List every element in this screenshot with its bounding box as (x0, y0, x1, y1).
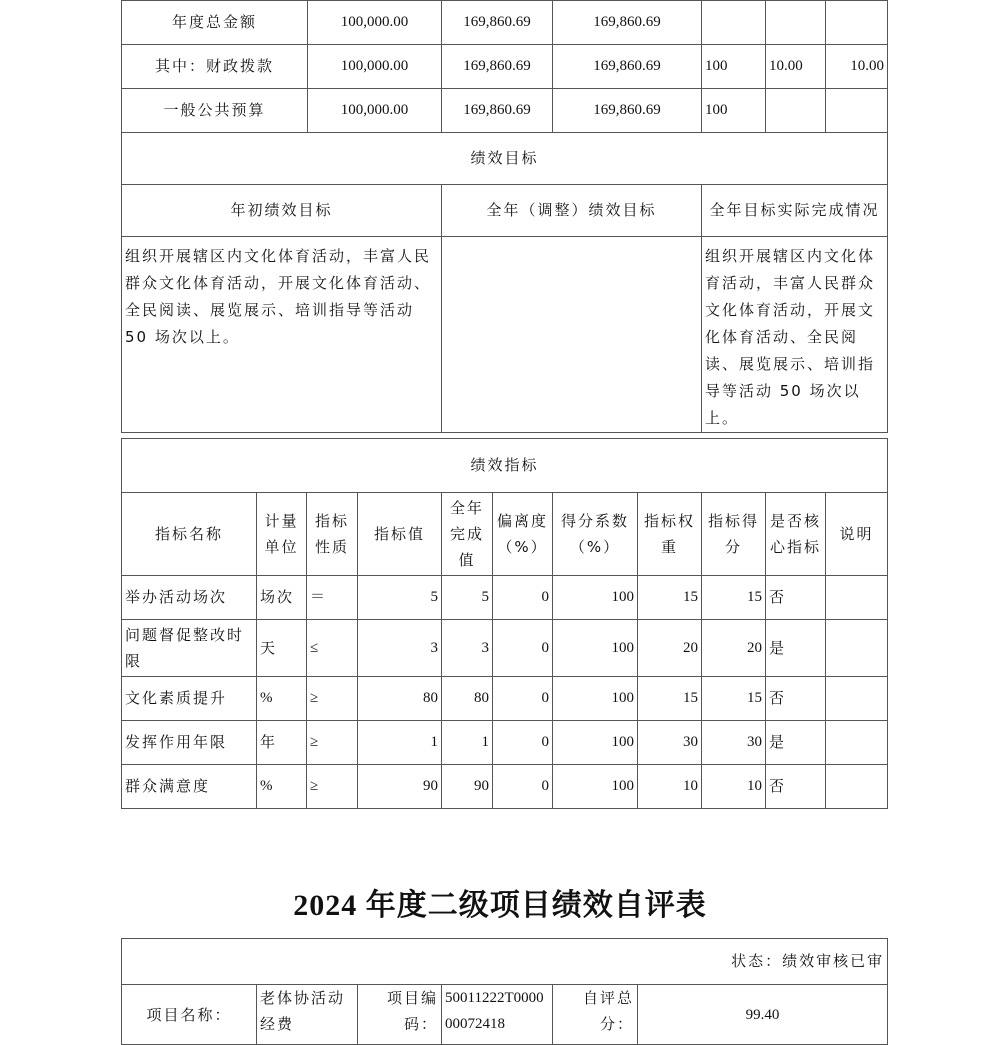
indicator-row (122, 620, 888, 677)
adjusted-value: 169,860.69 (442, 1, 553, 45)
header-coefficient: 得分系数（%） (553, 493, 638, 576)
indicator-weight: 20 (638, 620, 702, 677)
indicator-unit: % (257, 765, 307, 809)
goals-content-row (122, 237, 888, 433)
performance-table (121, 0, 888, 433)
indicator-coefficient: 100 (553, 576, 638, 620)
indicator-core: 否 (766, 576, 826, 620)
indicator-score: 10 (702, 765, 766, 809)
budget-value: 100,000.00 (308, 1, 442, 45)
indicator-deviation: 0 (493, 620, 553, 677)
indicator-row (122, 721, 888, 765)
adjusted-goal-text (442, 237, 702, 433)
header-note: 说明 (826, 493, 888, 576)
indicator-row (122, 765, 888, 809)
execution-rate: 100 (702, 89, 766, 133)
budget-value: 100,000.00 (308, 45, 442, 89)
self-evaluation-table (121, 938, 888, 1045)
goals-section-title: 绩效目标 (122, 133, 888, 185)
funding-weight (766, 1, 826, 45)
indicator-nature: ≥ (307, 677, 358, 721)
indicator-target: 80 (358, 677, 442, 721)
indicator-actual: 1 (442, 721, 493, 765)
adjusted-value: 169,860.69 (442, 89, 553, 133)
indicator-nature: ≤ (307, 620, 358, 677)
indicator-actual: 3 (442, 620, 493, 677)
actual-completion-header: 全年目标实际完成情况 (702, 185, 888, 237)
indicator-actual: 5 (442, 576, 493, 620)
adjusted-value: 169,860.69 (442, 45, 553, 89)
indicator-score: 15 (702, 677, 766, 721)
indicator-core: 是 (766, 721, 826, 765)
header-core: 是否核心指标 (766, 493, 826, 576)
indicator-name: 举办活动场次 (122, 576, 257, 620)
adjusted-goal-header: 全年（调整）绩效目标 (442, 185, 702, 237)
indicator-coefficient: 100 (553, 721, 638, 765)
status-row (122, 939, 888, 985)
indicator-target: 5 (358, 576, 442, 620)
indicator-coefficient: 100 (553, 765, 638, 809)
header-actual: 全年完成值 (442, 493, 493, 576)
header-indicator-name: 指标名称 (122, 493, 257, 576)
funding-score (826, 89, 888, 133)
indicator-note (826, 620, 888, 677)
header-nature: 指标性质 (307, 493, 358, 576)
indicator-deviation: 0 (493, 721, 553, 765)
indicator-note (826, 677, 888, 721)
funding-row-public-budget (122, 89, 888, 133)
funding-row-total (122, 1, 888, 45)
indicator-name: 文化素质提升 (122, 677, 257, 721)
indicators-table (121, 438, 888, 809)
indicator-deviation: 0 (493, 677, 553, 721)
form-title: 2024 年度二级项目绩效自评表 (293, 889, 707, 922)
indicator-core: 否 (766, 765, 826, 809)
indicator-weight: 30 (638, 721, 702, 765)
actual-completion-text: 组织开展辖区内文化体育活动，丰富人民群众文化体育活动，开展文化体育活动、全民阅读、展览展示、培训指导等活动 50 场次以上。 (702, 237, 888, 433)
project-name-label: 项目名称： (122, 985, 257, 1045)
indicator-unit: 场次 (257, 576, 307, 620)
indicator-score: 20 (702, 620, 766, 677)
indicator-deviation: 0 (493, 765, 553, 809)
indicator-target: 1 (358, 721, 442, 765)
executed-value: 169,860.69 (553, 89, 702, 133)
project-name: 老体协活动经费 (257, 985, 358, 1045)
header-unit: 计量单位 (257, 493, 307, 576)
indicator-deviation: 0 (493, 576, 553, 620)
execution-rate (702, 1, 766, 45)
indicator-coefficient: 100 (553, 620, 638, 677)
indicator-unit: % (257, 677, 307, 721)
indicator-score: 30 (702, 721, 766, 765)
project-code: 50011222T000000072418 (442, 985, 553, 1045)
indicators-section-row (122, 439, 888, 493)
budget-value: 100,000.00 (308, 89, 442, 133)
indicator-note (826, 765, 888, 809)
indicator-weight: 15 (638, 576, 702, 620)
indicator-weight: 15 (638, 677, 702, 721)
funding-weight (766, 89, 826, 133)
execution-rate: 100 (702, 45, 766, 89)
indicator-unit: 天 (257, 620, 307, 677)
indicator-weight: 10 (638, 765, 702, 809)
indicator-nature: ＝ (307, 576, 358, 620)
executed-value: 169,860.69 (553, 1, 702, 45)
self-score-label: 自评总分： (553, 985, 638, 1045)
indicator-row (122, 576, 888, 620)
project-code-label: 项目编码： (358, 985, 442, 1045)
indicator-actual: 90 (442, 765, 493, 809)
indicator-core: 否 (766, 677, 826, 721)
funding-label: 年度总金额 (122, 1, 308, 45)
indicator-name: 问题督促整改时限 (122, 620, 257, 677)
indicator-target: 90 (358, 765, 442, 809)
header-target: 指标值 (358, 493, 442, 576)
indicator-nature: ≥ (307, 765, 358, 809)
indicator-row (122, 677, 888, 721)
header-score: 指标得分 (702, 493, 766, 576)
indicator-score: 15 (702, 576, 766, 620)
indicator-core: 是 (766, 620, 826, 677)
indicators-section-title: 绩效指标 (122, 439, 888, 493)
funding-label: 其中：财政拨款 (122, 45, 308, 89)
funding-row-fiscal (122, 45, 888, 89)
indicator-note (826, 721, 888, 765)
indicator-note (826, 576, 888, 620)
indicator-actual: 80 (442, 677, 493, 721)
indicators-header-row (122, 493, 888, 576)
indicator-unit: 年 (257, 721, 307, 765)
indicator-nature: ≥ (307, 721, 358, 765)
goals-header-row (122, 185, 888, 237)
funding-weight: 10.00 (766, 45, 826, 89)
initial-goal-text: 组织开展辖区内文化体育活动，丰富人民群众文化体育活动，开展文化体育活动、全民阅读、展览展示、培训指导等活动 50 场次以上。 (122, 237, 442, 433)
funding-label: 一般公共预算 (122, 89, 308, 133)
project-info-row (122, 985, 888, 1045)
indicator-target: 3 (358, 620, 442, 677)
funding-score: 10.00 (826, 45, 888, 89)
self-score: 99.40 (638, 985, 888, 1045)
goals-section-row (122, 133, 888, 185)
audit-status: 状态：绩效审核已审 (122, 939, 888, 985)
initial-goal-header: 年初绩效目标 (122, 185, 442, 237)
indicator-name: 发挥作用年限 (122, 721, 257, 765)
executed-value: 169,860.69 (553, 45, 702, 89)
indicator-coefficient: 100 (553, 677, 638, 721)
header-deviation: 偏离度（%） (493, 493, 553, 576)
header-weight: 指标权重 (638, 493, 702, 576)
funding-score (826, 1, 888, 45)
indicator-name: 群众满意度 (122, 765, 257, 809)
